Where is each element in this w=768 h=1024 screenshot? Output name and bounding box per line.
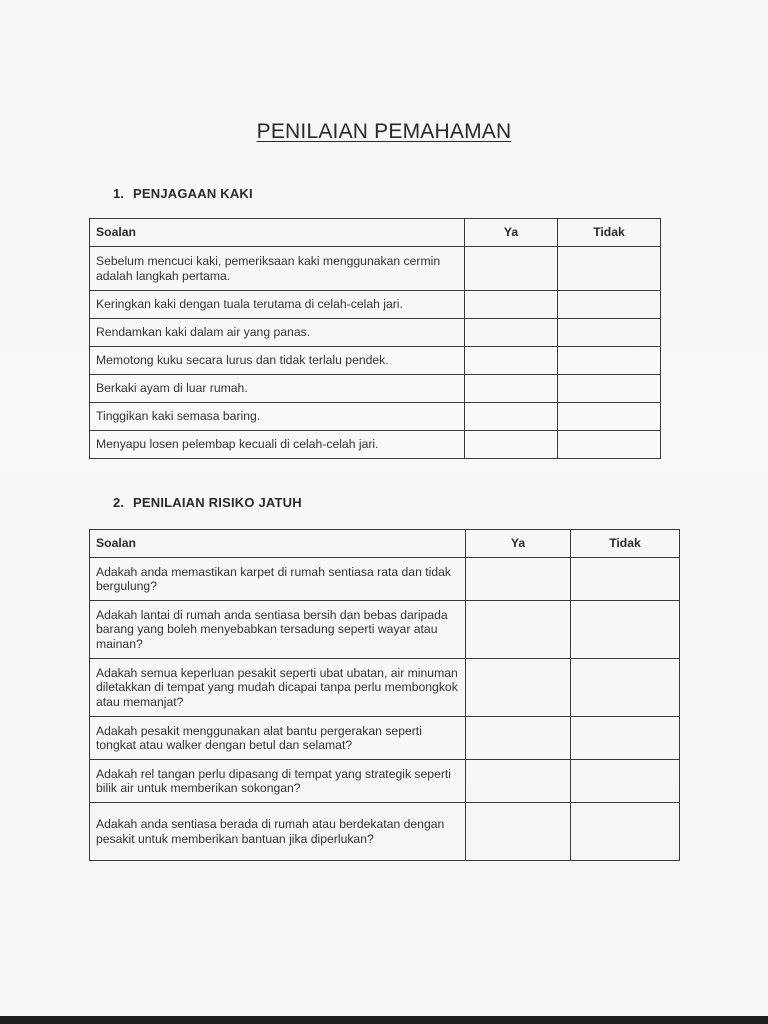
yes-answer-cell[interactable]	[466, 601, 571, 659]
table-row	[90, 347, 661, 375]
table-row	[90, 760, 680, 803]
table-header-row	[90, 530, 680, 558]
column-header-yes: Ya	[465, 219, 558, 247]
no-answer-cell[interactable]	[558, 431, 661, 459]
table-row	[90, 717, 680, 760]
foot-care-table	[89, 218, 661, 459]
section-1-number: 1.	[113, 186, 125, 201]
question-text: Adakah lantai di rumah anda sentiasa bersih dan bebas daripada barang yang boleh menyebabkan tersadung seperti wayar atau mainan?	[90, 601, 466, 659]
no-answer-cell[interactable]	[571, 760, 680, 803]
column-header-question: Soalan	[90, 530, 466, 558]
section-1-heading	[113, 186, 253, 201]
yes-answer-cell[interactable]	[466, 760, 571, 803]
yes-answer-cell[interactable]	[465, 375, 558, 403]
question-text: Sebelum mencuci kaki, pemeriksaan kaki menggunakan cermin adalah langkah pertama.	[90, 247, 465, 291]
column-header-yes: Ya	[466, 530, 571, 558]
table-row	[90, 431, 661, 459]
table-row	[90, 247, 661, 291]
yes-answer-cell[interactable]	[465, 403, 558, 431]
yes-answer-cell[interactable]	[466, 659, 571, 717]
section-2-heading	[113, 495, 302, 510]
yes-answer-cell[interactable]	[465, 291, 558, 319]
column-header-question: Soalan	[90, 219, 465, 247]
yes-answer-cell[interactable]	[466, 803, 571, 861]
question-text: Memotong kuku secara lurus dan tidak terlalu pendek.	[90, 347, 465, 375]
table-row	[90, 375, 661, 403]
yes-answer-cell[interactable]	[465, 319, 558, 347]
column-header-no: Tidak	[558, 219, 661, 247]
question-text: Tinggikan kaki semasa baring.	[90, 403, 465, 431]
no-answer-cell[interactable]	[558, 319, 661, 347]
no-answer-cell[interactable]	[558, 247, 661, 291]
no-answer-cell[interactable]	[571, 558, 680, 601]
section-1-title: PENJAGAAN KAKI	[133, 186, 253, 201]
table-row	[90, 803, 680, 861]
table-row	[90, 291, 661, 319]
section-2-number: 2.	[113, 495, 125, 510]
no-answer-cell[interactable]	[571, 803, 680, 861]
page-title-text: PENILAIAN PEMAHAMAN	[256, 120, 512, 143]
yes-answer-cell[interactable]	[465, 347, 558, 375]
section-2-title: PENILAIAN RISIKO JATUH	[133, 495, 302, 510]
table-row	[90, 558, 680, 601]
question-text: Adakah pesakit menggunakan alat bantu pergerakan seperti tongkat atau walker dengan betul dan selamat?	[90, 717, 466, 760]
no-answer-cell[interactable]	[571, 601, 680, 659]
no-answer-cell[interactable]	[558, 403, 661, 431]
yes-answer-cell[interactable]	[465, 247, 558, 291]
yes-answer-cell[interactable]	[466, 717, 571, 760]
question-text: Rendamkan kaki dalam air yang panas.	[90, 319, 465, 347]
fall-risk-table	[89, 529, 680, 861]
yes-answer-cell[interactable]	[465, 431, 558, 459]
table-row	[90, 319, 661, 347]
question-text: Menyapu losen pelembap kecuali di celah-celah jari.	[90, 431, 465, 459]
question-text: Adakah anda memastikan karpet di rumah sentiasa rata dan tidak bergulung?	[90, 558, 466, 601]
no-answer-cell[interactable]	[571, 659, 680, 717]
page-title	[0, 120, 768, 144]
question-text: Keringkan kaki dengan tuala terutama di celah-celah jari.	[90, 291, 465, 319]
question-text: Adakah rel tangan perlu dipasang di tempat yang strategik seperti bilik air untuk memberikan sokongan?	[90, 760, 466, 803]
no-answer-cell[interactable]	[558, 347, 661, 375]
question-text: Adakah semua keperluan pesakit seperti ubat ubatan, air minuman diletakkan di tempat yang mudah dicapai tanpa perlu membongkok atau memanjat?	[90, 659, 466, 717]
question-text: Berkaki ayam di luar rumah.	[90, 375, 465, 403]
table-row	[90, 601, 680, 659]
table-row	[90, 403, 661, 431]
no-answer-cell[interactable]	[571, 717, 680, 760]
table-row	[90, 659, 680, 717]
table-header-row	[90, 219, 661, 247]
column-header-no: Tidak	[571, 530, 680, 558]
scan-edge-shadow	[0, 1016, 768, 1024]
no-answer-cell[interactable]	[558, 375, 661, 403]
question-text: Adakah anda sentiasa berada di rumah atau berdekatan dengan pesakit untuk memberikan bantuan jika diperlukan?	[90, 803, 466, 861]
yes-answer-cell[interactable]	[466, 558, 571, 601]
no-answer-cell[interactable]	[558, 291, 661, 319]
